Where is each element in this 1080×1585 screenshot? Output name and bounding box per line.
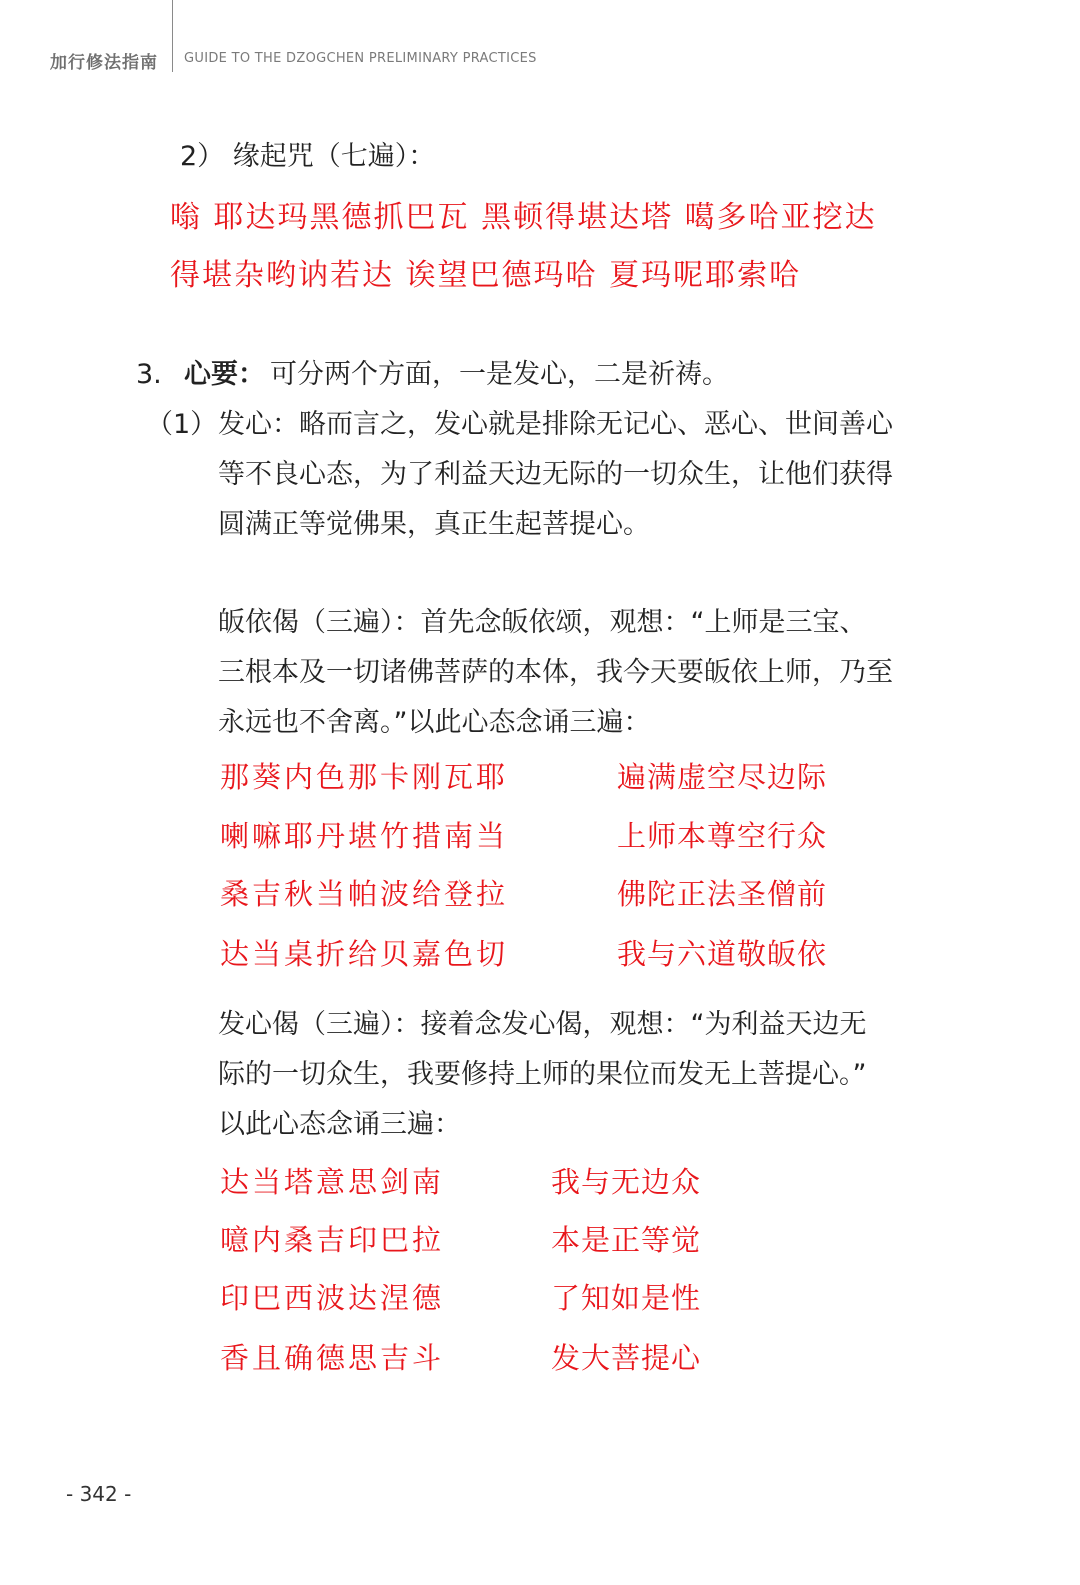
bodhicitta-line: 际的一切众生，我要修持上师的果位而发无上菩提心。” (218, 1059, 867, 1090)
section-3-title: 心要： (184, 359, 265, 390)
bodhicitta-verse-left-2: 噫内桑吉印巴拉 (220, 1223, 445, 1257)
refuge-verse-right-4: 我与六道敬皈依 (617, 937, 828, 971)
section-3-number: 3. (136, 359, 162, 390)
refuge-line: 三根本及一切诸佛菩萨的本体，我今天要皈依上师，乃至 (218, 657, 893, 688)
refuge-verse-left-2: 喇嘛耶丹堪竹措南当 (220, 819, 509, 853)
refuge-line: 皈依偈（三遍）：首先念皈依颂，观想：“上师是三宝、 (218, 607, 867, 638)
bodhicitta-line: 发心偈（三遍）：接着念发心偈，观想：“为利益天边无 (218, 1009, 867, 1040)
header-title-cn: 加行修法指南 (50, 53, 158, 73)
bodhicitta-verse-right-4: 发大菩提心 (551, 1341, 702, 1375)
refuge-verse-right-3: 佛陀正法圣僧前 (617, 877, 828, 911)
refuge-verse-left-3: 桑吉秋当帕波给登拉 (220, 877, 509, 911)
refuge-line: 永远也不舍离。”以此心态念诵三遍： (218, 707, 651, 738)
page-number: - 342 - (66, 1482, 132, 1506)
bodhicitta-verse-right-2: 本是正等觉 (551, 1223, 702, 1257)
item-1-line: 发心：略而言之，发心就是排除无记心、恶心、世间善心 (218, 409, 893, 440)
item-1-line: 等不良心态，为了利益天边无际的一切众生，让他们获得 (218, 459, 893, 490)
refuge-paragraph (218, 598, 918, 748)
bodhicitta-verse-right-3: 了知如是性 (551, 1281, 702, 1315)
bodhicitta-verse-left-3: 印巴西波达涅德 (220, 1281, 445, 1315)
item-1-line: 圆满正等觉佛果，真正生起菩提心。 (218, 509, 650, 540)
bodhicitta-verse-left-1: 达当塔意思剑南 (220, 1165, 445, 1199)
header-divider (172, 0, 173, 72)
mantra-line-2: 得堪杂哟讷若达 诶望巴德玛哈 夏玛呢耶索哈 (170, 258, 802, 293)
header-title-en: GUIDE TO THE DZOGCHEN PRELIMINARY PRACTICES (184, 51, 537, 66)
item-1-paragraph (218, 400, 918, 550)
bodhicitta-verse-left-4: 香且确德思吉斗 (220, 1341, 445, 1375)
mantra-line-1: 嗡 耶达玛黑德抓巴瓦 黑顿得堪达塔 噶多哈亚挖达 (170, 200, 877, 235)
refuge-verse-right-1: 遍满虚空尽边际 (617, 760, 828, 794)
bodhicitta-paragraph (218, 1000, 918, 1150)
section-3-intro: 可分两个方面，一是发心，二是祈祷。 (270, 359, 729, 390)
refuge-verse-left-4: 达当桌折给贝嘉色切 (220, 937, 509, 971)
section-2-heading: 2） 缘起咒（七遍）： (180, 141, 436, 172)
refuge-verse-left-1: 那葵内色那卡刚瓦耶 (220, 760, 509, 794)
refuge-verse-right-2: 上师本尊空行众 (617, 819, 828, 853)
bodhicitta-line: 以此心态念诵三遍： (218, 1109, 461, 1140)
item-1-marker: （1） (146, 409, 218, 440)
bodhicitta-verse-right-1: 我与无边众 (551, 1165, 702, 1199)
